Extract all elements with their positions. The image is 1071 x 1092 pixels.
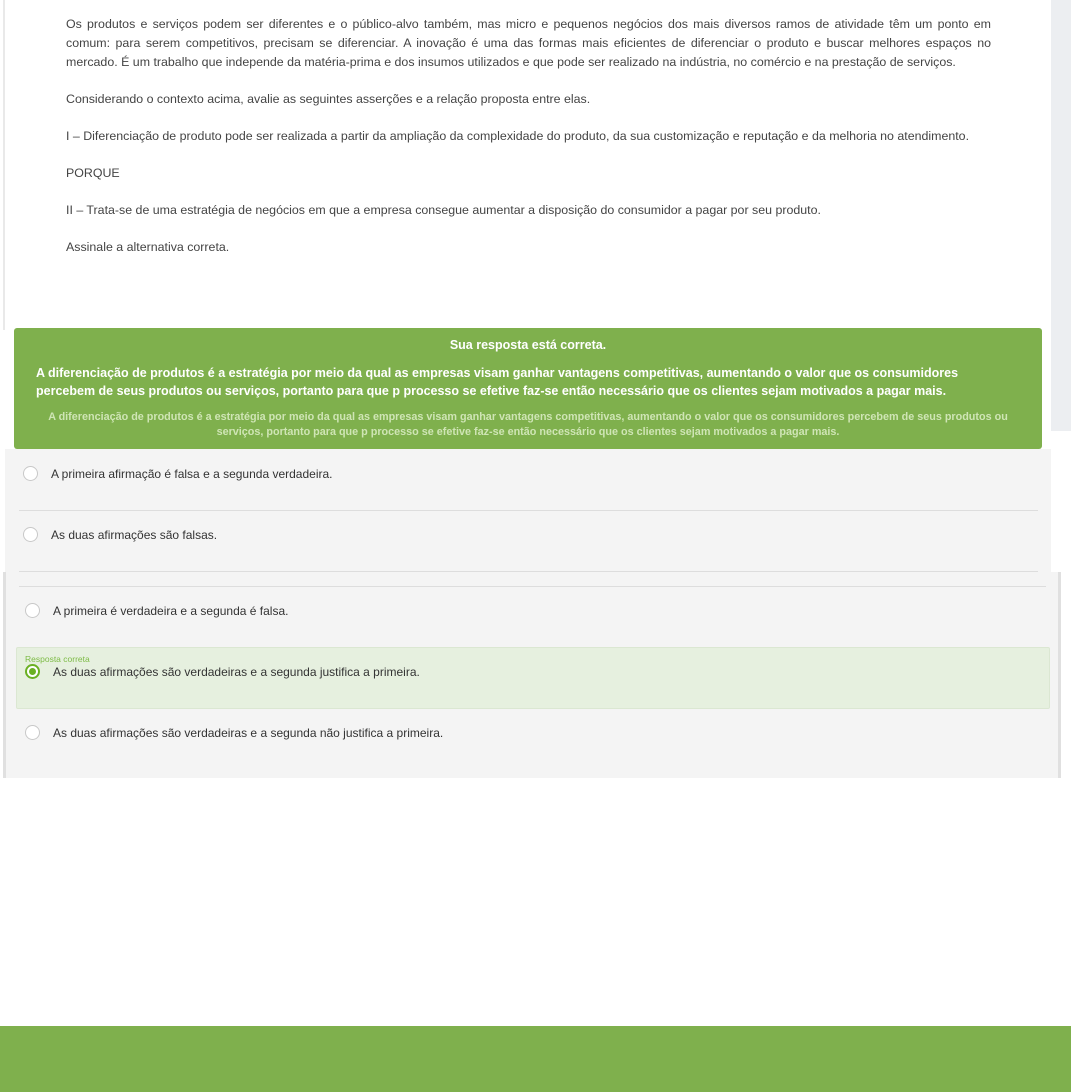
correct-answer-badge: Resposta correta — [25, 654, 90, 664]
option-b[interactable] — [23, 527, 217, 542]
assertion-2: II – Trata-se de uma estratégia de negócios em que a empresa consegue aumentar a disposição do consumidor a pagar por seu produto. — [66, 203, 821, 217]
option-label: A primeira afirmação é falsa e a segunda verdadeira. — [51, 466, 333, 481]
feedback-main-text: A diferenciação de produtos é a estratégia por meio da qual as empresas visam ganhar vantagens competitivas, aumentando o valor que os consumidores percebem de seus produtos ou serviços, portanto para que p processo se efetive faz-se então necessário que os clientes sejam motivados a pagar mais. — [36, 366, 959, 398]
radio-button[interactable] — [25, 603, 40, 618]
radio-button[interactable] — [23, 466, 38, 481]
panel-border-left — [3, 572, 6, 778]
question-instruction: Assinale a alternativa correta. — [66, 240, 230, 254]
option-label: As duas afirmações são falsas. — [51, 527, 218, 542]
option-label: As duas afirmações são verdadeiras e a segunda não justifica a primeira. — [53, 725, 444, 740]
question-text — [66, 15, 991, 275]
radio-button[interactable] — [23, 527, 38, 542]
option-divider — [19, 586, 1046, 587]
assertion-connector: PORQUE — [66, 166, 120, 180]
option-divider — [19, 571, 1038, 572]
option-a[interactable] — [23, 466, 333, 481]
feedback-sub-text: A diferenciação de produtos é a estratégia por meio da qual as empresas visam ganhar vantagens competitivas, aumentando o valor que os consumidores percebem de seus produtos ou serviços, portanto para que p processo se efetive faz-se então necessário que os clientes sejam motivados a pagar mais. — [48, 411, 1008, 438]
radio-button[interactable] — [25, 725, 40, 740]
feedback-panel — [14, 328, 1042, 449]
assertion-1: I – Diferenciação de produto pode ser realizada a partir da ampliação da complexidade do produto, da sua customização e reputação e da melhoria no atendimento. — [66, 129, 970, 143]
option-label: A primeira é verdadeira e a segunda é falsa. — [53, 603, 289, 618]
option-d[interactable] — [25, 664, 420, 679]
left-border — [3, 0, 5, 330]
option-divider — [19, 510, 1038, 511]
right-gutter — [1051, 0, 1071, 431]
radio-button-checked[interactable] — [25, 664, 40, 679]
panel-border-right — [1058, 572, 1061, 778]
question-paragraph: Os produtos e serviços podem ser diferentes e o público-alvo também, mas micro e pequenos negócios dos mais diversos ramos de atividade têm um ponto em comum: para serem competitivos, precisam se diferenciar. A inovação é uma das formas mais eficientes de diferenciar o produto e buscar melhores espaços no mercado. É um trabalho que independe da matéria-prima e dos insumos utilizados e que pode ser realizado na indústria, no comércio e na prestação de serviços. — [66, 17, 991, 69]
feedback-title: Sua resposta está correta. — [449, 338, 607, 352]
question-context: Considerando o contexto acima, avalie as seguintes asserções e a relação proposta entre elas. — [66, 92, 591, 106]
footer-bar — [0, 1026, 1071, 1092]
option-e[interactable] — [25, 725, 443, 740]
option-c[interactable] — [25, 603, 288, 618]
option-label: As duas afirmações são verdadeiras e a segunda justifica a primeira. — [53, 664, 420, 679]
